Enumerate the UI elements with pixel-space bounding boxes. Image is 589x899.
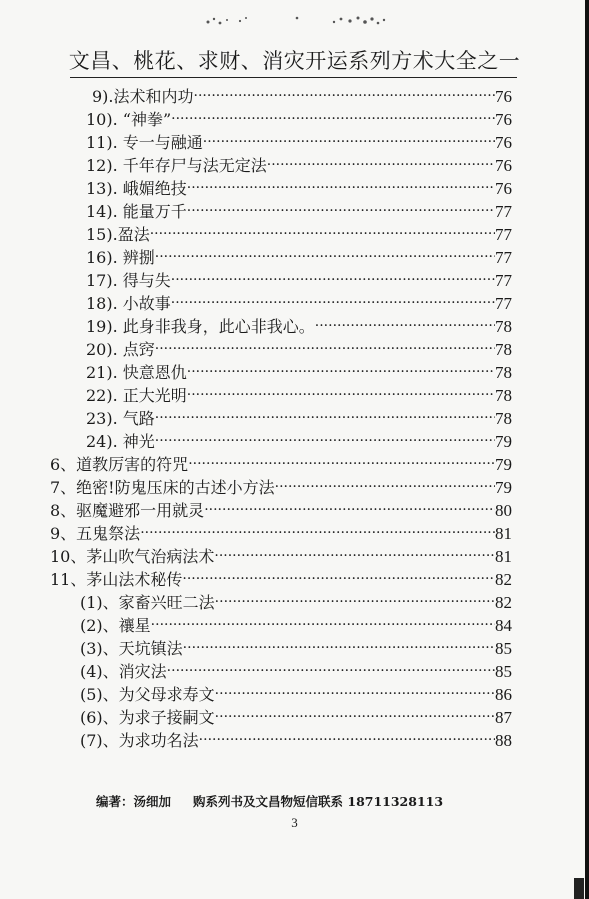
toc-entry-page: 77 <box>495 202 512 221</box>
toc-entry <box>80 682 512 705</box>
dot-leader <box>155 340 495 360</box>
toc-entry-label: 18). 小故事 <box>86 294 171 313</box>
toc-entry-page: 85 <box>495 639 512 658</box>
toc-entry <box>86 199 512 222</box>
toc-entry <box>86 176 512 199</box>
toc-entry-label: 20). 点窍 <box>86 340 155 359</box>
purchase-contact: 购系列书及文昌物短信联系 18711328113 <box>193 794 444 809</box>
toc-entry-label: 19). 此身非我身，此心非我心。 <box>86 317 315 336</box>
toc-entry-label: 23). 气路 <box>86 409 155 428</box>
toc-entry-label: 6、道教厉害的符咒 <box>50 455 189 474</box>
toc-entry <box>50 498 512 521</box>
dot-leader <box>151 616 495 636</box>
toc-entry-label: 22). 正大光明 <box>86 386 187 405</box>
toc-entry-page: 79 <box>495 478 512 497</box>
toc-entry <box>86 383 512 406</box>
dot-leader <box>187 179 495 199</box>
running-header-title: 文昌、桃花、求财、消灾开运系列方术大全之一 <box>68 49 521 73</box>
toc-entry-label: 7、绝密!防鬼压床的古述小方法 <box>50 478 275 497</box>
dot-leader <box>167 662 495 682</box>
toc-entry-page: 76 <box>495 87 512 106</box>
toc-entry-page: 81 <box>495 547 512 566</box>
toc-entry-label: 12). 千年存尸与法无定法 <box>86 156 267 175</box>
toc-entry-page: 86 <box>495 685 512 704</box>
toc-entry-page: 82 <box>495 570 512 589</box>
dot-leader <box>204 501 495 521</box>
toc-entry-page: 76 <box>495 179 512 198</box>
toc-entry-page: 80 <box>495 501 512 520</box>
dot-leader <box>275 478 495 498</box>
dot-leader <box>267 156 495 176</box>
toc-entry <box>80 613 512 636</box>
toc-entry-page: 76 <box>495 110 512 129</box>
toc-entry <box>86 245 512 268</box>
toc-entry <box>50 475 512 498</box>
toc-entry <box>86 429 512 452</box>
toc-entry-label: 10). “神拳” <box>86 110 172 129</box>
dot-leader <box>155 248 495 268</box>
dot-leader <box>187 202 495 222</box>
dot-leader <box>171 110 495 130</box>
dot-leader <box>150 225 495 245</box>
dot-leader <box>315 317 495 337</box>
dot-leader <box>155 409 495 429</box>
toc-entry-label: (6)、为求子接嗣文 <box>80 708 215 727</box>
toc-entry-page: 79 <box>495 455 512 474</box>
dot-leader <box>215 593 495 613</box>
toc-entry <box>86 153 512 176</box>
dot-leader <box>187 363 495 383</box>
toc-entry-page: 78 <box>495 409 512 428</box>
scan-corner-mark <box>574 878 584 899</box>
toc-entry-label: 15).盈法 <box>86 225 150 244</box>
toc-entry-label: 11). 专一与融通 <box>86 133 203 152</box>
toc-entry-label: 24). 神光 <box>86 432 155 451</box>
toc-entry-label: 17). 得与失 <box>86 271 171 290</box>
toc-entry-label: 11、茅山法术秘传 <box>50 570 183 589</box>
dot-leader <box>187 386 495 406</box>
toc-entry-label: (5)、为父母求寿文 <box>80 685 215 704</box>
header-rule <box>70 77 517 78</box>
toc-entry <box>80 636 512 659</box>
toc-entry-label: 13). 峨媚绝技 <box>86 179 187 198</box>
toc-entry-label: (7)、为求功名法 <box>80 731 199 750</box>
dot-leader <box>182 570 495 590</box>
toc-entry <box>86 337 512 360</box>
toc-entry-page: 78 <box>495 363 512 382</box>
toc-entry-page: 82 <box>495 593 512 612</box>
toc-entry-label: 21). 快意恩仇 <box>86 363 187 382</box>
toc-entry-label: (1)、家畜兴旺二法 <box>80 593 215 612</box>
dot-leader <box>199 731 495 751</box>
toc-entry-page: 77 <box>495 294 512 313</box>
toc-entry <box>86 291 512 314</box>
toc-entry <box>80 705 512 728</box>
toc-entry <box>86 107 512 130</box>
toc-entry-page: 77 <box>495 271 512 290</box>
toc-entry-label: (3)、天坑镇法 <box>80 639 183 658</box>
toc-entry <box>86 130 512 153</box>
dot-leader <box>215 708 495 728</box>
footer-credits <box>96 792 443 810</box>
toc-entry-page: 76 <box>495 156 512 175</box>
toc-entry-page: 77 <box>495 248 512 267</box>
toc-entry-page: 84 <box>495 616 512 635</box>
toc-entry <box>50 544 512 567</box>
toc-entry <box>50 452 512 475</box>
toc-entry-page: 77 <box>495 225 512 244</box>
dot-leader <box>188 455 495 475</box>
toc-entry <box>80 590 512 613</box>
toc-entry-page: 78 <box>495 317 512 336</box>
dot-leader <box>194 87 495 107</box>
dot-leader <box>171 271 495 291</box>
toc-entry-page: 88 <box>495 731 512 750</box>
dot-leader <box>183 639 495 659</box>
toc-entry-page: 76 <box>495 133 512 152</box>
toc-entry <box>80 659 512 682</box>
toc-entry <box>86 406 512 429</box>
toc-entry-label: 10、茅山吹气治病法术 <box>50 547 215 566</box>
toc-entry-label: (2)、禳星 <box>80 616 151 635</box>
toc-entry-page: 78 <box>495 386 512 405</box>
toc-entry-page: 87 <box>495 708 512 727</box>
toc-entry-page: 79 <box>495 432 512 451</box>
toc-entry-label: 8、驱魔避邪一用就灵 <box>50 501 205 520</box>
toc-entry <box>86 268 512 291</box>
toc-entry <box>86 314 512 337</box>
dot-leader <box>215 685 495 705</box>
dot-leader <box>214 547 495 567</box>
toc-entry <box>50 521 512 544</box>
toc-entry <box>50 567 512 590</box>
toc-entry-label: 14). 能量万千 <box>86 202 187 221</box>
editor-credit: 编著：汤细加 <box>96 794 172 809</box>
toc-entry-label: 9).法术和内功 <box>92 87 194 106</box>
toc-entry-page: 85 <box>495 662 512 681</box>
toc-entry <box>92 84 512 107</box>
toc-entry <box>86 222 512 245</box>
toc-entry-label: (4)、消灾法 <box>80 662 167 681</box>
toc-entry-page: 78 <box>495 340 512 359</box>
dot-leader <box>140 524 495 544</box>
scan-smudge-marks <box>200 6 400 32</box>
scan-edge-shadow <box>585 0 589 899</box>
toc-entry <box>86 360 512 383</box>
dot-leader <box>155 432 495 452</box>
toc-entry-label: 9、五鬼祭法 <box>50 524 141 543</box>
toc-entry <box>80 728 512 751</box>
dot-leader <box>171 294 495 314</box>
page-number: 3 <box>291 815 298 830</box>
toc-entry-label: 16). 辨捌 <box>86 248 155 267</box>
toc-entry-page: 81 <box>495 524 512 543</box>
dot-leader <box>203 133 495 153</box>
